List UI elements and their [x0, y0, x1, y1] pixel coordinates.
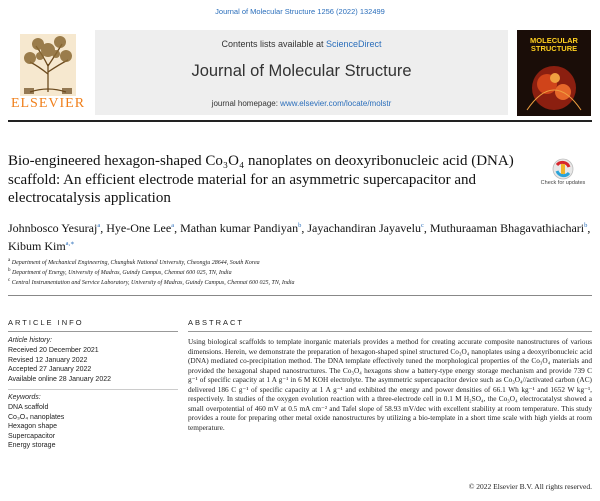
history-item: Available online 28 January 2022 [8, 375, 112, 383]
article-info-rule [8, 331, 178, 332]
journal-citation[interactable]: Journal of Molecular Structure 1256 (2022) 132499 [215, 7, 385, 16]
affiliation-line [8, 278, 592, 286]
author-affil-marker[interactable]: a,∗ [65, 240, 75, 247]
contents-prefix: Contents lists available at [221, 39, 327, 49]
author-name[interactable]: Kibum Kim [8, 239, 66, 253]
header-rule [8, 120, 592, 122]
author-affil-marker[interactable]: b [584, 222, 588, 229]
sciencedirect-link[interactable]: ScienceDirect [326, 39, 382, 49]
affiliation-marker: a [8, 258, 11, 263]
affiliation-text: Department of Energy, University of Madras, Guindy Campus, Chennai 600 025, TN, India [12, 270, 232, 276]
history-item: Received 20 December 2021 [8, 347, 99, 354]
article-info-heading: ARTICLE INFO [8, 318, 84, 327]
author-name[interactable]: Mathan kumar Pandiyan [180, 221, 299, 235]
author-affil-marker[interactable]: b [298, 222, 302, 229]
keyword-item: Co₃O₄ nanoplates [8, 413, 65, 421]
check-for-updates-icon[interactable] [545, 157, 581, 193]
keyword-item: Hexagon shape [8, 423, 58, 431]
abstract-rule [188, 331, 592, 332]
check-for-updates-label[interactable]: Check for updates [540, 180, 586, 186]
keyword-item: Energy storage [8, 442, 56, 450]
affiliation-marker: c [8, 278, 11, 283]
author-affil-marker[interactable]: a [171, 222, 175, 229]
author-name[interactable]: Muthuraaman Bhagavathiachari [429, 221, 585, 235]
abstract-body [188, 337, 592, 432]
keywords-label: Keywords: [8, 394, 41, 401]
homepage-prefix: journal homepage: [211, 99, 281, 108]
affiliation-text: Department of Mechanical Engineering, Chungbuk National University, Cheongju 28644, South Korea [11, 260, 260, 266]
affiliation-marker: b [8, 268, 11, 273]
affiliation-line [8, 258, 592, 266]
article-title: Bio-engineered hexagon-shaped Co₃O₄ nanoplates on deoxyribonucleic acid (DNA) scaffold: An efficient electrode material for an asymmetric supercapacitor and electrocatalysis application [8, 153, 514, 206]
keyword-item: Supercapacitor [8, 432, 56, 440]
history-item: Revised 12 January 2022 [8, 356, 88, 364]
contents-line [95, 39, 508, 49]
journal-cover-image[interactable] [517, 30, 591, 116]
history-label: Article history: [8, 337, 52, 344]
affiliation-text: Central Instrumentation and Service Laboratory, University of Madras, Guindy Campus, Chennai 600 025, TN, India [11, 280, 295, 286]
author-name[interactable]: Hye-One Lee [106, 221, 172, 235]
author-name[interactable]: Johnbosco Yesuraj [8, 221, 98, 235]
author-affil-marker[interactable]: c [420, 222, 424, 229]
author-list: Johnbosco Yesuraj$^a$, Hye-One Lee$^a$, Mathan kumar Pandiyan$^b$, Jayachandiran Jayavelu$^c$, Muthuraaman Bhagavathiachari$^b$, Kibum Kim$^{a,∗}$ [8, 221, 591, 253]
abstract-text: Using biological scaffolds to template inorganic materials provides a method for creating accurate composite nanostructures of various dimensions. Herein, we demonstrate the preparation of hexagon-shaped spinel structured Co₃O₄ nanoplates using a deoxyribonucleic acid (DNA) mediated co-precipitation method. The DNA template effectively tuned the morphological properties of the Co₃O₄ materials and provided the hexagonal shaped nanostructures. The Co₃O₄ hexagons show a battery-type energy storage mechanism and provide 739 C g⁻¹ of specific capacity at 1 A g⁻¹ in 6 M KOH electrolyte. The asymmetric supercapacitor device such as Co₃O₄//activated carbon (AC) delivered 186 C g⁻¹ of specific capacity at 1 A g⁻¹ and exhibited the energy and power densities of 66.1 Wh kg⁻¹ and 1652 W kg⁻¹, respectively. In studies of the oxygen evolution reaction with a three-electrode cell in 0.1 M H₂SO₄, the Co₃O₄ electrocatalyst showed a small overpotential of 460 mV at 0.5 mA cm⁻² and Tafel slope of 58.93 mV/dec with excellent stability at room temperature. This study provides a route for preparing other metal oxide nanostructures by utilizing a bio-template in a short time scale with high yields at room temperature. [188, 337, 592, 432]
elsevier-wordmark: ELSEVIER [10, 96, 86, 111]
keyword-item: DNA scaffold [8, 404, 49, 411]
author-affil-marker[interactable]: a [97, 222, 101, 229]
section-divider [8, 295, 592, 296]
keywords-rule [8, 389, 178, 390]
affiliation-line [8, 268, 592, 276]
homepage-link[interactable]: www.elsevier.com/locate/molstr [280, 99, 392, 108]
journal-title[interactable]: Journal of Molecular Structure [191, 62, 412, 80]
cover-title: MOLECULAR STRUCTURE [530, 36, 578, 53]
author-name[interactable]: Jayachandiran Jayavelu [307, 221, 421, 235]
copyright-notice: © 2022 Elsevier B.V. All rights reserved. [468, 482, 592, 491]
abstract-heading: ABSTRACT [188, 318, 245, 327]
homepage-line [95, 99, 508, 108]
history-item: Accepted 27 January 2022 [8, 366, 92, 374]
